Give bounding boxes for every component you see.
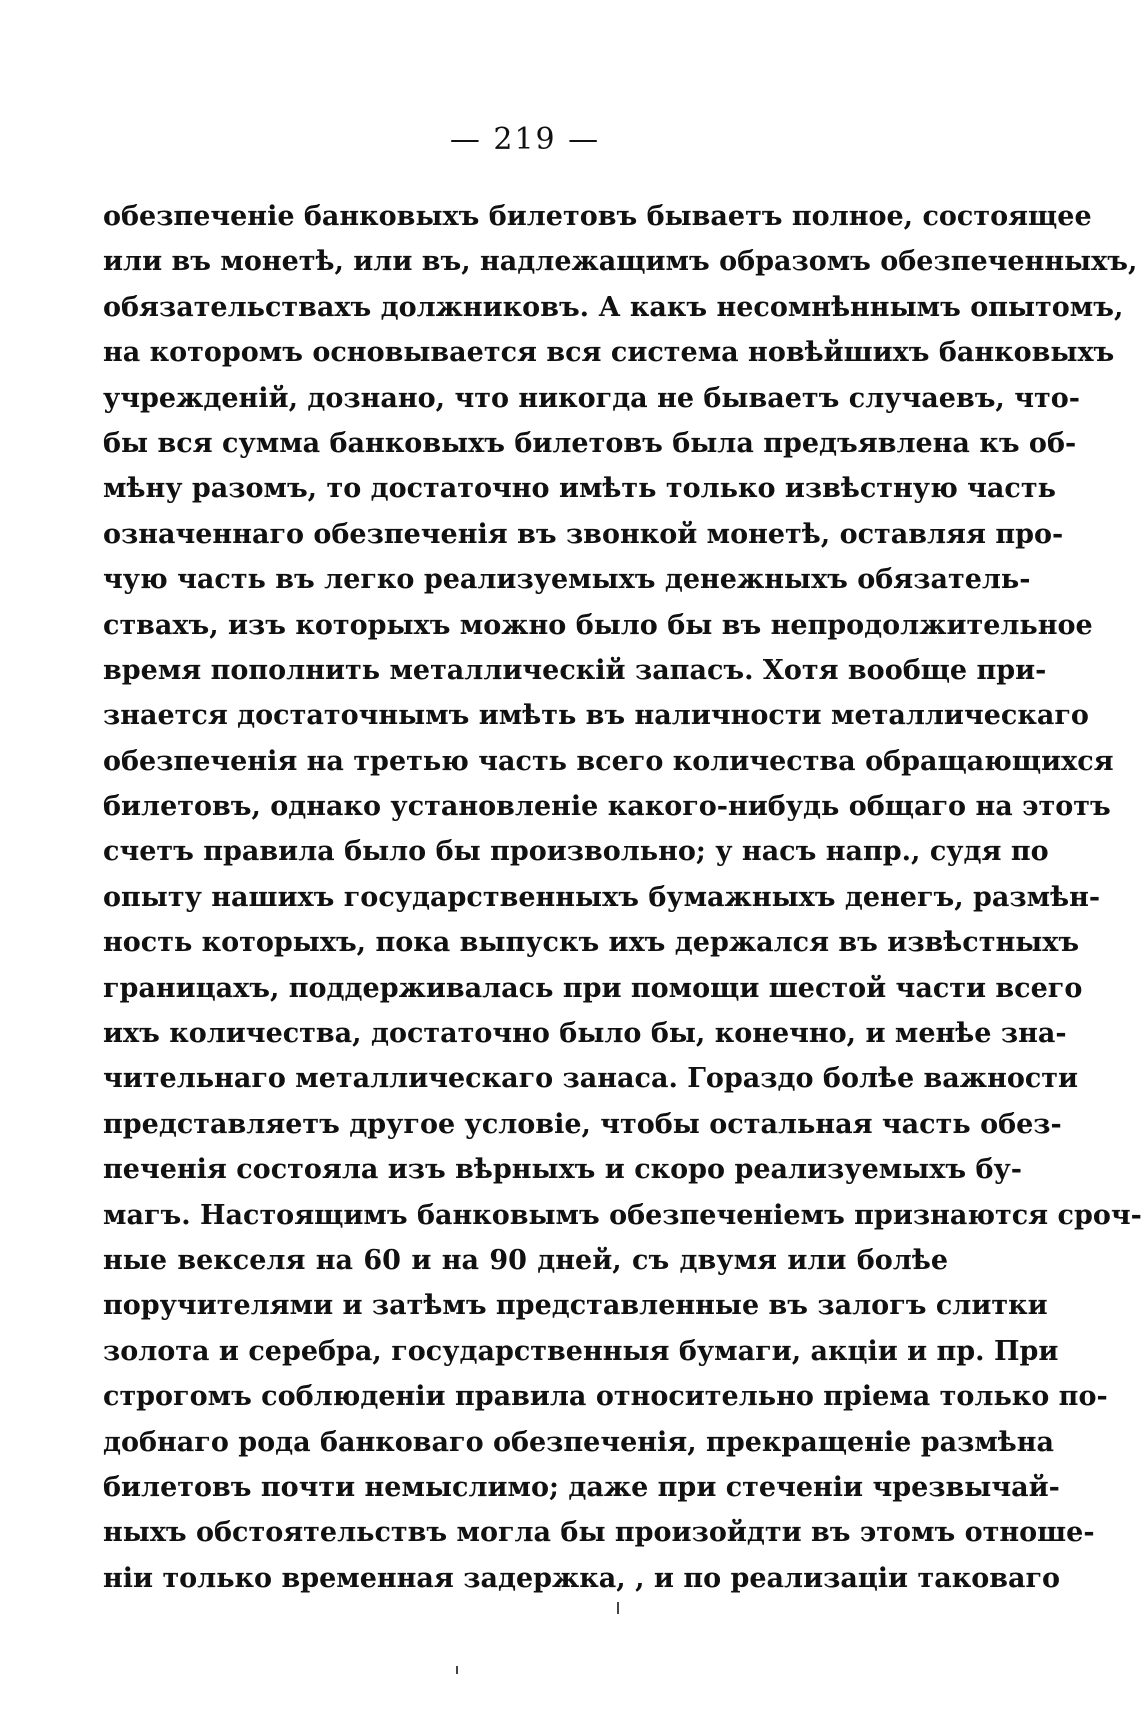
text-line: мѣну разомъ, то достаточно имѣть только извѣстную часть <box>103 473 1056 505</box>
text-line: чительнаго металлическаго занаса. Гораздо болѣе важности <box>103 1063 1079 1095</box>
text-line: обезпеченіе банковыхъ билетовъ бываетъ полное, состоящее <box>103 201 1092 232</box>
text-line: ность которыхъ, пока выпускъ ихъ держался въ извѣстныхъ <box>103 927 1080 959</box>
text-line: обезпеченія на третью часть всего количества обращающихся <box>103 745 1114 777</box>
text-line: ныхъ обстоятельствъ могла бы произойдти въ этомъ отноше- <box>103 1517 1095 1549</box>
text-line: магъ. Настоящимъ банковымъ обезпеченіемъ признаются сроч- <box>103 1199 1142 1231</box>
text-line: знается достаточнымъ имѣть въ наличности металлическаго <box>103 700 1089 732</box>
page-number: — 219 — <box>449 122 601 157</box>
text-line: золота и серебра, государственныя бумаги, акціи и пр. При <box>103 1335 1059 1367</box>
text-line: учрежденій, дознано, что никогда не бываетъ случаевъ, что- <box>103 382 1080 414</box>
text-line: билетовъ почти немыслимо; даже при стеченіи чрезвычай- <box>103 1471 1060 1503</box>
text-line: ные векселя на 60 и на 90 дней, съ двумя или болѣе <box>103 1244 948 1276</box>
text-line: ствахъ, изъ которыхъ можно было бы въ непродолжительное <box>103 609 1093 641</box>
text-line: чую часть въ легко реализуемыхъ денежныхъ обязатель- <box>103 564 1031 596</box>
text-line: или въ монетѣ, или въ, надлежащимъ образомъ обезпеченныхъ, <box>103 246 1138 278</box>
text-line: обязательствахъ должниковъ. А какъ несомнѣннымъ опытомъ, <box>103 291 1124 323</box>
text-line: представляетъ другое условіе, чтобы остальная часть обез- <box>103 1108 1062 1140</box>
text-line: время пополнить металлическій запасъ. Хотя вообще при- <box>103 654 1047 686</box>
text-line: на которомъ основывается вся система новѣйшихъ банковыхъ <box>103 337 1115 369</box>
scan-speck <box>617 1602 619 1614</box>
body-text <box>103 194 1142 1601</box>
text-line: строгомъ соблюденіи правила относительно пріема только по- <box>103 1381 1108 1413</box>
text-line: добнаго рода банковаго обезпеченія, прекращеніе размѣна <box>103 1426 1055 1458</box>
text-line: счетъ правила было бы произвольно; у насъ напр., судя по <box>103 836 1049 868</box>
text-line: границахъ, поддерживалась при помощи шестой части всего <box>103 972 1083 1004</box>
text-line: печенія состояла изъ вѣрныхъ и скоро реализуемыхъ бу- <box>103 1154 1022 1186</box>
text-line: бы вся сумма банковыхъ билетовъ была предъявлена къ об- <box>103 427 1077 459</box>
text-line: ніи только временная задержка, , и по реализаціи таковаго <box>103 1562 1061 1594</box>
text-line: ихъ количества, достаточно было бы, конечно, и менѣе зна- <box>103 1018 1067 1050</box>
scan-speck <box>456 1666 458 1674</box>
text-line: билетовъ, однако установленіе какого-нибудь общаго на этотъ <box>103 791 1111 823</box>
text-line: опыту нашихъ государственныхъ бумажныхъ денегъ, размѣн- <box>103 881 1101 913</box>
text-line: означеннаго обезпеченія въ звонкой монетѣ, оставляя про- <box>103 518 1064 550</box>
text-line: поручителями и затѣмъ представленные въ залогъ слитки <box>103 1290 1048 1322</box>
